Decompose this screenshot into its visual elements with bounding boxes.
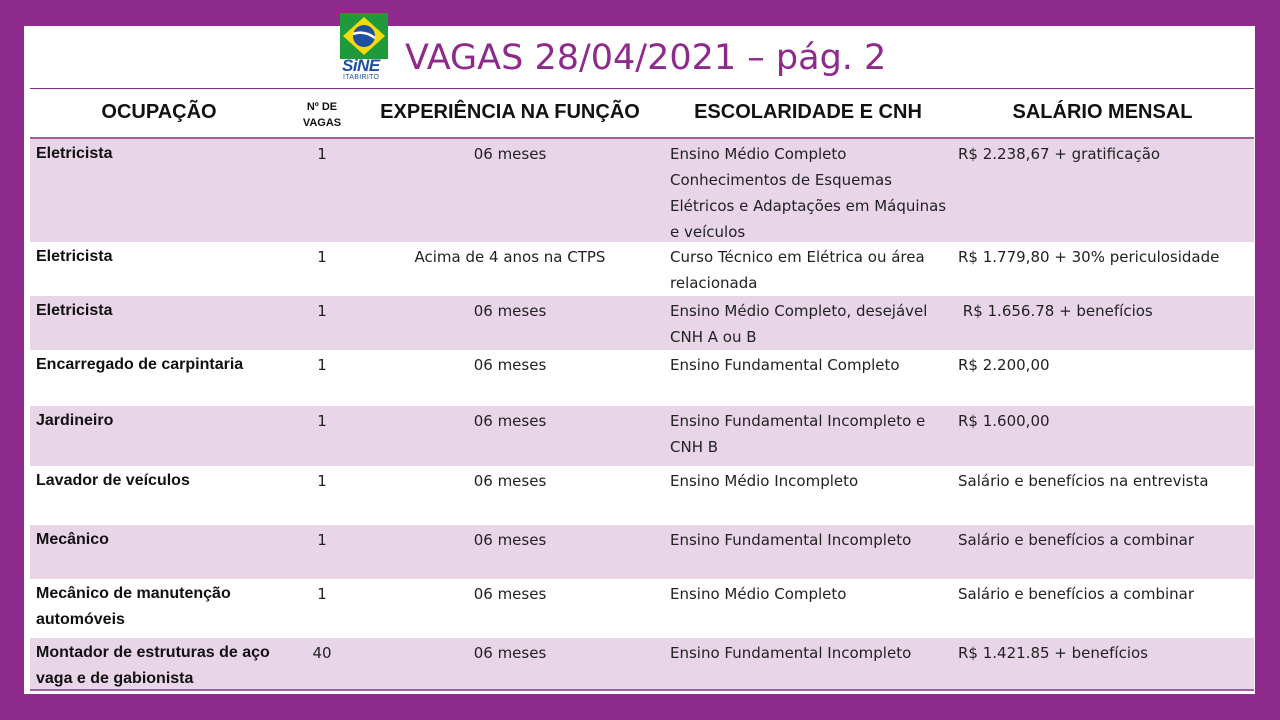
cell-education: Ensino Médio Completo [670,585,847,603]
cell-experience: 06 meses [473,302,547,320]
cell-vacancies: 1 [317,412,327,430]
cell-education: Ensino Fundamental Incompleto [670,531,912,549]
cell-experience: 06 meses [473,412,547,430]
table-row [30,139,1254,242]
cell-salary: R$ 1.656.78 + benefícios [958,302,1153,320]
table-row [30,579,1254,638]
logo-wordmark: SiNE [342,56,380,75]
cell-vacancies: 1 [317,302,327,320]
cell-education: Ensino Fundamental Incompleto [670,644,912,662]
header-vacancies-line2: VAGAS [302,117,342,129]
cell-vacancies: 1 [317,145,327,163]
cell-vacancies: 1 [317,472,327,490]
header-vacancies-line1: Nº DE [306,101,338,113]
cell-vacancies: 40 [312,644,332,662]
logo-city: ITABIRITO [343,74,380,81]
table-row [30,350,1254,406]
cell-education: Curso Técnico em Elétrica ou área relacionada [670,248,925,292]
brazil-flag-icon [340,13,388,59]
sine-logo [340,13,388,83]
cell-education: Ensino Médio Incompleto [670,472,859,490]
cell-vacancies: 1 [317,248,327,266]
header-salary: SALÁRIO MENSAL [1012,100,1193,123]
cell-salary: R$ 1.600,00 [958,412,1050,430]
table-row [30,406,1254,466]
cell-experience: 06 meses [473,145,547,163]
table-row [30,466,1254,525]
header-vacancies [292,94,352,136]
table-row [30,296,1254,350]
cell-occupation: Eletricista [36,302,113,319]
header-experience: EXPERIÊNCIA NA FUNÇÃO [380,100,640,123]
cell-occupation: Mecânico [36,531,109,548]
cell-salary: Salário e benefícios a combinar [958,585,1195,603]
cell-experience: Acima de 4 anos na CTPS [414,248,606,266]
cell-education: Ensino Médio Completo, desejável CNH A ou B [670,302,928,346]
cell-salary: R$ 1.779,80 + 30% periculosidade [958,248,1220,266]
cell-experience: 06 meses [473,472,547,490]
table-bottom-rule [30,689,1254,691]
cell-occupation: Eletricista [36,145,113,162]
cell-occupation: Eletricista [36,248,113,265]
table-row [30,638,1254,689]
cell-education: Ensino Fundamental Incompleto e CNH B [670,412,926,456]
page-title: VAGAS 28/04/2021 – pág. 2 [405,38,887,78]
cell-occupation: Jardineiro [36,412,114,429]
cell-salary: R$ 2.238,67 + gratificação [958,145,1161,163]
cell-salary: Salário e benefícios a combinar [958,531,1195,549]
cell-education: Ensino Médio Completo Conhecimentos de Esquemas Elétricos e Adaptações em Máquinas e veículos [670,145,947,241]
cell-salary: R$ 2.200,00 [958,356,1050,374]
header-top-rule [30,88,1254,89]
cell-occupation: Mecânico de manutenção automóveis [36,585,231,628]
cell-salary: R$ 1.421.85 + benefícios [958,644,1148,662]
cell-vacancies: 1 [317,585,327,603]
cell-education: Ensino Fundamental Completo [670,356,900,374]
cell-experience: 06 meses [473,356,547,374]
cell-salary: Salário e benefícios na entrevista [958,472,1209,490]
cell-occupation: Montador de estruturas de aço vaga e de gabionista [36,644,270,687]
cell-experience: 06 meses [473,644,547,662]
cell-vacancies: 1 [317,356,327,374]
cell-experience: 06 meses [473,585,547,603]
table-row [30,242,1254,296]
cell-occupation: Lavador de veículos [36,472,190,489]
header-education: ESCOLARIDADE E CNH [694,100,922,123]
cell-occupation: Encarregado de carpintaria [36,356,244,373]
header-occupation: OCUPAÇÃO [101,100,217,123]
cell-experience: 06 meses [473,531,547,549]
table-row [30,525,1254,579]
cell-vacancies: 1 [317,531,327,549]
